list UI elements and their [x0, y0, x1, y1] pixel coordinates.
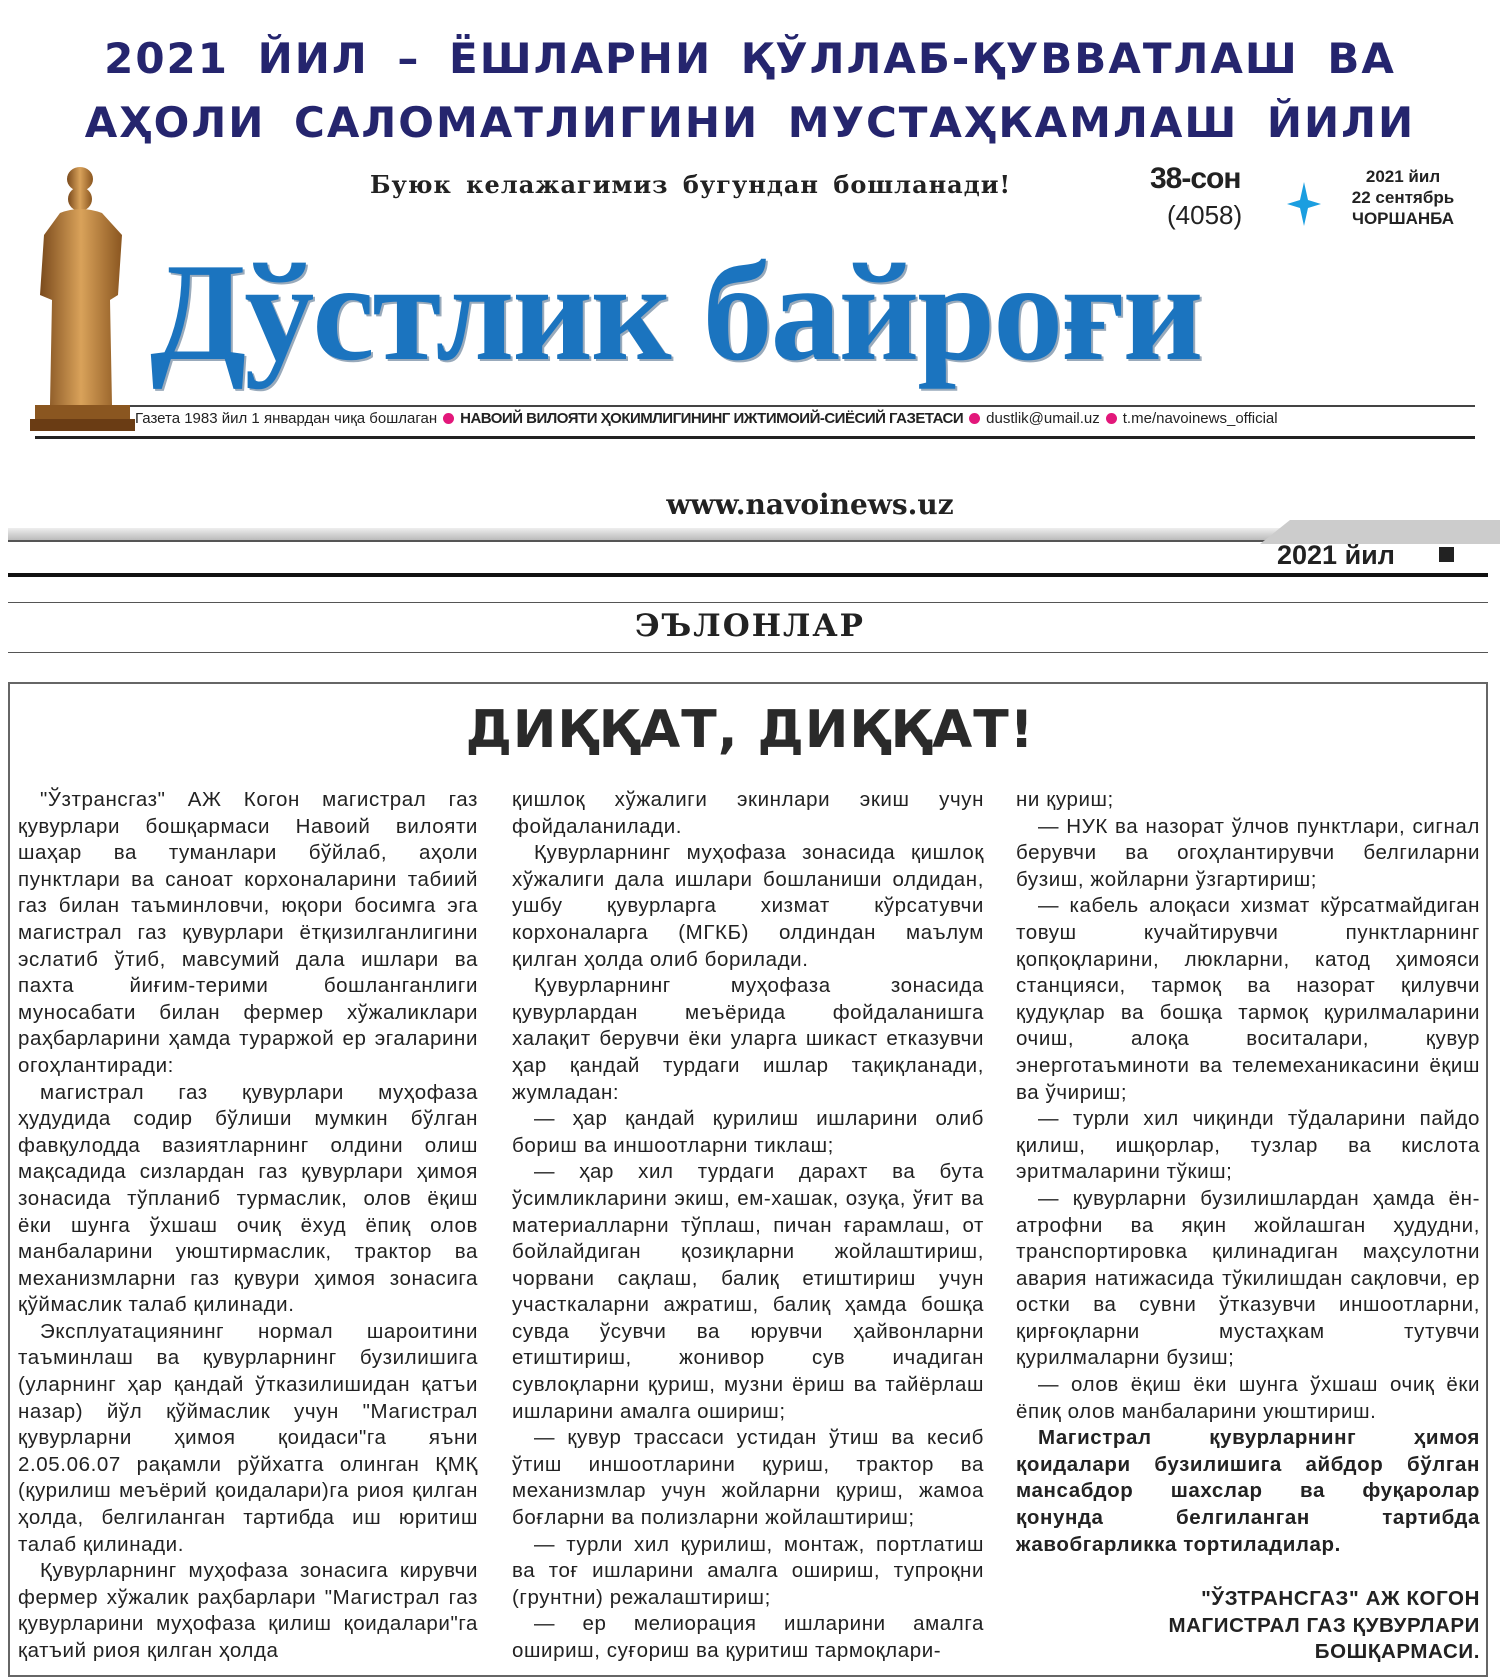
signature-line: "ЎЗТРАНСГАЗ" АЖ КОГОН [1201, 1587, 1480, 1611]
signature-line: МАГИСТРАЛ ГАЗ ҚУВУРЛАРИ [1168, 1613, 1480, 1637]
paragraph: магистрал газ қувурлари муҳофаза ҳудудида содир бўлиши мумкин бўлган фавқулодда вазиятларнинг олдини олиш мақсадида сизлардан газ қувурлари ҳимоя зонасида тўпланиб турмаслик, олов ёқиш ёки шунга ўхшаш очиқ ёхуд ёпиқ олов манбаларини уюштирмаслик, трактор ва механизмларни газ қувури ҳимоя зонасига қўймаслик талаб қилинади. [18, 1080, 478, 1317]
divider [35, 436, 1475, 439]
article-column-1 [18, 787, 478, 1665]
list-item: — турли хил чиқинди тўдаларини пайдо қилиш, ишқорлар, тузлар ва кислота эритмаларини тўкиш; [1016, 1107, 1480, 1184]
bullet-icon [1106, 413, 1117, 424]
list-item: — ҳар қандай қурилиш ишларини олиб бориш ва иншоотларни тиклаш; [512, 1107, 984, 1157]
paragraph: қишлоқ хўжалиги экинлари экиш учун фойдаланилади. [512, 788, 984, 838]
founded-text: Газета 1983 йил 1 январдан чиқа бошлаган [135, 410, 438, 427]
bullet-icon [969, 413, 980, 424]
publisher-text: НАВОИЙ ВИЛОЯТИ ҲОКИМЛИГИНИНГ ИЖТИМОИЙ-СИЁСИЙ ГАЗЕТАСИ [460, 410, 964, 427]
list-item: — кабель алоқаси хизмат кўрсатмайдиган товуш кучайтирувчи пунктларнинг қопқоқларини, люкларни, катод ҳимояси станцияси, тармоқ ва назорат қилувчи қудуқлар ва бошқа тармоқ қурилмаларини очиш, алоқа воситалари, қувур энерготаъминоти ва телемеханикасини ёқиш ва ўчириш; [1016, 894, 1480, 1104]
date-year: 2021 йил [1365, 167, 1441, 186]
paragraph: Эксплуатациянинг нормал шароитини таъминлаш ва қувурларнинг бузилишига (уларнинг ҳар қандай ўтказилишидан қатъи назар) йўл қўймаслик учун "Магистрал қувурларни ҳимоя қоидаси"га яъни 2.05.06.07 рақамли рўйхатга олинган ҚМҚ (қурилиш меъёрий қоидалари)га риоя қилган ҳолда, белгиланган тартибда иш юритиш талаб қилинади. [18, 1319, 478, 1556]
article-column-2 [512, 787, 984, 1665]
article-column-3 [1016, 787, 1480, 1666]
warning-paragraph: Магистрал қувурларнинг ҳимоя қоидалари бузилишига айбдор бўлган мансабдор шахслар ва фуқаролар қонунда белгиланган тартибда жавобгарликка тортиладилар. [1016, 1426, 1480, 1556]
signature [1016, 1586, 1480, 1666]
signature-line: БОШҚАРМАСИ. [1314, 1640, 1480, 1664]
newspaper-title: Дўстлик байроғи [150, 235, 1202, 390]
masthead-info-line [135, 410, 1480, 427]
date-day: 22 сентябрь [1351, 188, 1455, 207]
article-headline: ДИҚҚАТ, ДИҚҚАТ! [465, 700, 1035, 760]
list-item: — қувур трассаси устидан ўтиш ва кесиб ўтиш иншоотларини қуриш, трактор ва механизмлар учун жойларни қуриш, жамоа боғларни ва полизларни жойлаштириш; [512, 1426, 984, 1530]
list-item: — олов ёқиш ёки шунга ўхшаш очиқ ёки ёпиқ олов манбаларини уюштириш. [1016, 1373, 1480, 1423]
paragraph: Қувурларнинг муҳофаза зонасига кирувчи фермер хўжалик раҳбарлари "Магистрал газ қувурларини муҳофаза қилиш қоидалари"га қатъий риоя қилган ҳолда [18, 1559, 478, 1662]
star-icon [1287, 182, 1321, 226]
year-label: 2021 йил [1277, 540, 1395, 570]
divider [130, 405, 1475, 407]
issue-number: 38-сон [1150, 162, 1241, 195]
year-banner-line1: 2021 ЙИЛ – ЁШЛАРНИ ҚЎЛЛАБ-ҚУВВАТЛАШ ВА [104, 34, 1396, 83]
issue-total: (4058) [1167, 200, 1243, 230]
weekday: ЧОРШАНБА [1352, 209, 1454, 228]
website-link[interactable]: www.navoinews.uz [666, 488, 954, 521]
paragraph: Қувурларнинг муҳофаза зонасида қишлоқ хўжалиги дала ишлари бошланиши олдидан, ушбу қувурларга хизмат кўрсатувчи корхоналарга (МГКБ) олдиндан маълум қилган ҳолда олиб борилади. [512, 841, 984, 971]
divider [8, 652, 1488, 653]
issue-date [1328, 166, 1478, 229]
year-banner-line2: АҲОЛИ САЛОМАТЛИГИНИ МУСТАҲКАМЛАШ ЙИЛИ [84, 98, 1416, 147]
list-item: — НУК ва назорат ўлчов пунктлари, сигнал берувчи ва огоҳлантирувчи белгиларни бузиш, жойларни ўзгартириш; [1016, 814, 1480, 891]
list-item: — қувурларни бузилишлардан ҳамда ён-атрофни ва яқин жойлашган ҳудудни, транспортировка қилинадиган маҳсулотни авария натижасида тўкилишдан сақловчи, ер остки ва сувни ўтказувчи иншоотларни, қирғоқларни мустаҳкам тутувчи қурилмаларни бузиш; [1016, 1186, 1480, 1370]
paragraph: "Ўзтрансгаз" АЖ Когон магистрал газ қувурлари бошқармаси Навоий вилояти шаҳар ва туманлари бўйлаб, аҳоли пунктлари ва саноат корхоналарини табиий газ билан таъминловчи, юқори босимга эга магистрал газ қувурлари ётқизилганлигини эслатиб ўтиб, мавсумий дала ишлари ва пахта йиғим-терими бошланганлиги муносабати билан фермер хўжаликлари раҳбарларини ҳамда тураржой ер эгаларини огоҳлантиради: [18, 788, 478, 1077]
statue-logo-icon [30, 165, 140, 435]
list-item: — ҳар хил турдаги дарахт ва бута ўсимликларини экиш, ем-хашак, озуқа, ўғит ва материалларни тўплаш, пичан ғарамлаш, от бойлайдиган қозиқларни жойлаштириш, чорвани сақлаш, балиқ етиштириш учун участкаларни ажратиш, балиқ ҳамда бошқа сувда ўсувчи ва юрувчи ҳайвонларни етиштириш, жонивор сув ичадиган сувлоқларни қуриш, музни ёриш ва тайёрлаш ишларини амалга ошириш; [512, 1160, 984, 1423]
bullet-icon [443, 413, 454, 424]
list-item: — турли хил қурилиш, монтаж, портлатиш ва тоғ ишларини амалга ошириш, тупроқни (грунтни) режалаштириш; [512, 1532, 984, 1609]
divider [8, 573, 1488, 577]
slogan: Буюк келажагимиз бугундан бошланади! [370, 170, 1012, 199]
square-icon [1439, 547, 1454, 562]
divider [8, 602, 1488, 603]
paragraph: ни қуриш; [1016, 788, 1114, 811]
paragraph: Қувурларнинг муҳофаза зонасида қувурлардан меъёрида фойдаланишга халақит берувчи ёки уларга шикаст етказувчи ҳар қандай турдаги ишлар тақиқланади, жумладан: [512, 974, 984, 1104]
telegram-link[interactable]: t.me/navoinews_official [1122, 410, 1278, 427]
email-link[interactable]: dustlik@umail.uz [986, 410, 1100, 427]
section-title: ЭЪЛОНЛАР [635, 608, 865, 644]
list-item: — ер мелиорация ишларини амалга ошириш, суғориш ва қуритиш тармоқлари- [512, 1612, 984, 1662]
